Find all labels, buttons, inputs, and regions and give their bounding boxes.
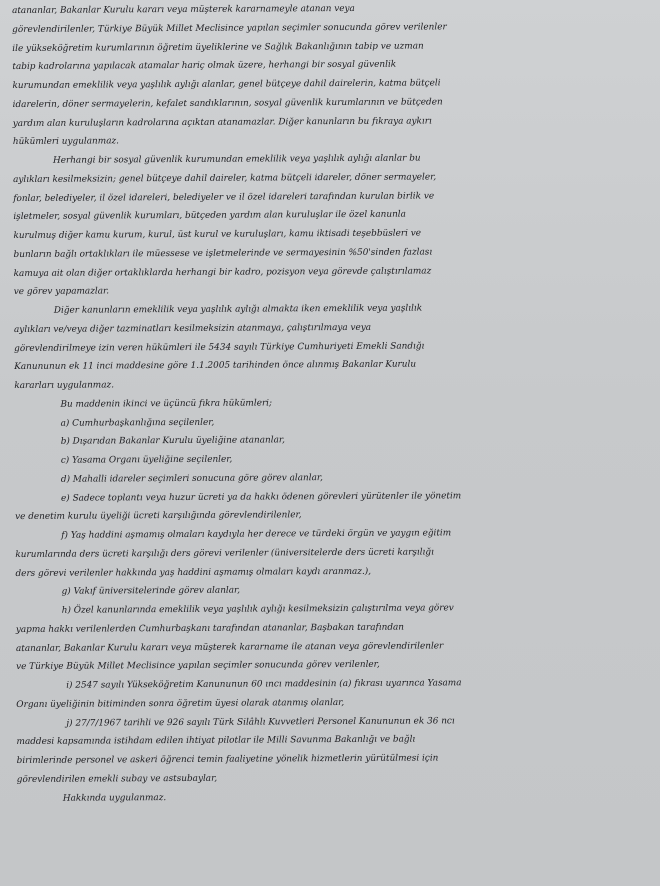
text-line: e) Sadece toplantı veya huzur ücreti ya da hakkı ödenen görevleri yürütenler ile yönetim — [61, 490, 462, 504]
text-line: yapma hakkı verilenlerden Cumhurbaşkanı tarafından atananlar, Başbakan tarafından — [15, 622, 405, 635]
text-line: görevlendirilenler, Türkiye Büyük Millet Meclisince yapılan seçimler sonucunda görev verilenler — [12, 22, 447, 35]
text-line: maddesi kapsamında istihdam edilen ihtiyat pilotlar ile Milli Savunma Bakanlığı ve bağlı — [16, 734, 416, 748]
text-line: aylıkları kesilmeksizin; genel bütçeye dahil daireler, katma bütçeli idareler, döner sermayeler, — [13, 172, 437, 185]
text-line: a) Cumhurbaşkanlığına seçilenler, — [60, 417, 215, 429]
text-line: Hakkında uygulanmaz. — [62, 792, 167, 804]
text-line: Kanununun ek 11 inci maddesine göre 1.1.2005 tarihinden önce alınmış Bakanlar Kurulu — [14, 359, 417, 373]
text-line: Organı üyeliğinin bitiminden sonra öğretim üyesi olarak atanmış olanlar, — [16, 697, 345, 710]
text-line: Diğer kanunların emeklilik veya yaşlılık aylığı almakta iken emeklilik veya yaşlılık — [53, 303, 423, 316]
text-line: ve görev yapamazlar. — [13, 286, 110, 298]
text-line: h) Özel kanunlarında emeklilik veya yaşlılık aylığı kesilmeksizin çalıştırılma veya görev — [61, 603, 454, 616]
legal-text-block — [12, 0, 655, 808]
text-line: ders görevi verilenler hakkında yaş haddini aşmamış olmaları kaydı aranmaz.), — [15, 566, 372, 579]
text-line: kararları uygulanmaz. — [14, 380, 115, 391]
text-line: kurulmuş diğer kamu kurum, kurul, üst kurul ve kuruluşları, kamu iktisadi teşebbüsleri ve — [13, 228, 422, 241]
text-line: birimlerinde personel ve askeri öğrenci temin faaliyetine yönelik hizmetlerin yürütülmesi için — [16, 753, 439, 766]
text-line: atananlar, Bakanlar Kurulu kararı veya müşterek kararnameyle atanan veya — [12, 3, 355, 16]
text-line: işletmeler, sosyal güvenlik kurumları, bütçeden yardım alan kuruluşlar ile özel kanunla — [13, 209, 406, 223]
text-line: kurumundan emeklilik veya yaşlılık aylığı alanlar, genel bütçeye dahil dairelerin, katma bütçeli — [12, 78, 441, 91]
text-line: i) 2547 sayılı Yükseköğretim Kanununun 60 ıncı maddesinin (a) fıkrası uyarınca Yasama — [66, 678, 462, 691]
text-line: kurumlarında ders ücreti karşılığı ders görevi verilenler (üniversitelerde ders ücreti karşılığı — [15, 547, 434, 560]
text-line: d) Mahalli idareler seçimleri sonucuna göre görev alanlar, — [60, 472, 324, 485]
text-line: tabip kadrolarına yapılacak atamalar hariç olmak üzere, herhangi bir sosyal güvenlik — [12, 59, 397, 73]
text-line: Herhangi bir sosyal güvenlik kurumundan emeklilik veya yaşlılık aylığı alanlar bu — [52, 153, 421, 166]
text-line: b) Dışarıdan Bakanlar Kurulu üyeliğine atananlar, — [60, 435, 286, 447]
text-line: kamuya ait olan diğer ortaklıklarda herhangi bir kadro, pozisyon veya görevde çalıştırılamaz — [13, 265, 432, 279]
text-line: hükümleri uygulanmaz. — [12, 136, 120, 148]
text-line: fonlar, belediyeler, il özel idareleri, belediyeler ve il özel idareleri tarafından kurulan birlik ve — [13, 190, 435, 204]
text-line: idarelerin, döner sermayelerin, kefalet sandıklarının, sosyal güvenlik kurumlarının ve bütçeden — [12, 97, 443, 110]
text-line: aylıkları ve/veya diğer tazminatları kesilmeksizin atanmaya, çalıştırılmaya veya — [13, 322, 372, 335]
text-line: j) 27/7/1967 tarihli ve 926 sayılı Türk Silâhlı Kuvvetleri Personel Kanununun ek 36 ncı — [66, 715, 455, 729]
text-line: atananlar, Bakanlar Kurulu kararı veya müşterek kararname ile atanan veya görevlendirilenler — [15, 640, 444, 654]
text-line: yardım alan kuruluşların kadrolarına açıktan atanamazlar. Diğer kanunların bu fıkraya aykırı — [12, 115, 432, 129]
text-line: bunların bağlı ortaklıkları ile müessese ve işletmelerinde ve sermayesinin %50'sinden fazlası — [13, 247, 433, 260]
text-line: görevlendirilen emekli subay ve astsubaylar, — [16, 773, 218, 785]
text-line: Bu maddenin ikinci ve üçüncü fıkra hükümleri; — [60, 398, 273, 410]
text-line: f) Yaş haddini aşmamış olmaları kaydıyla her derece ve türdeki örgün ve yaygın eğitim — [61, 528, 452, 541]
text-line: ve denetim kurulu üyeliği ücreti karşılığında görevlendirilenler, — [15, 510, 302, 523]
text-line: g) Vakıf üniversitelerinde görev alanlar, — [61, 585, 241, 597]
text-line: ve Türkiye Büyük Millet Meclisince yapılan seçimler sonucunda görev verilenler, — [16, 660, 380, 673]
text-line: görevlendirilmeye izin veren hükümleri ile 5434 sayılı Türkiye Cumhuriyeti Emekli Sandığı — [14, 340, 425, 354]
text-line: c) Yasama Organı üyeliğine seçilenler, — [60, 454, 233, 466]
text-line: ile yükseköğretim kurumlarının öğretim üyeliklerine ve Sağlık Bakanlığının tabip ve uzman — [12, 40, 424, 54]
